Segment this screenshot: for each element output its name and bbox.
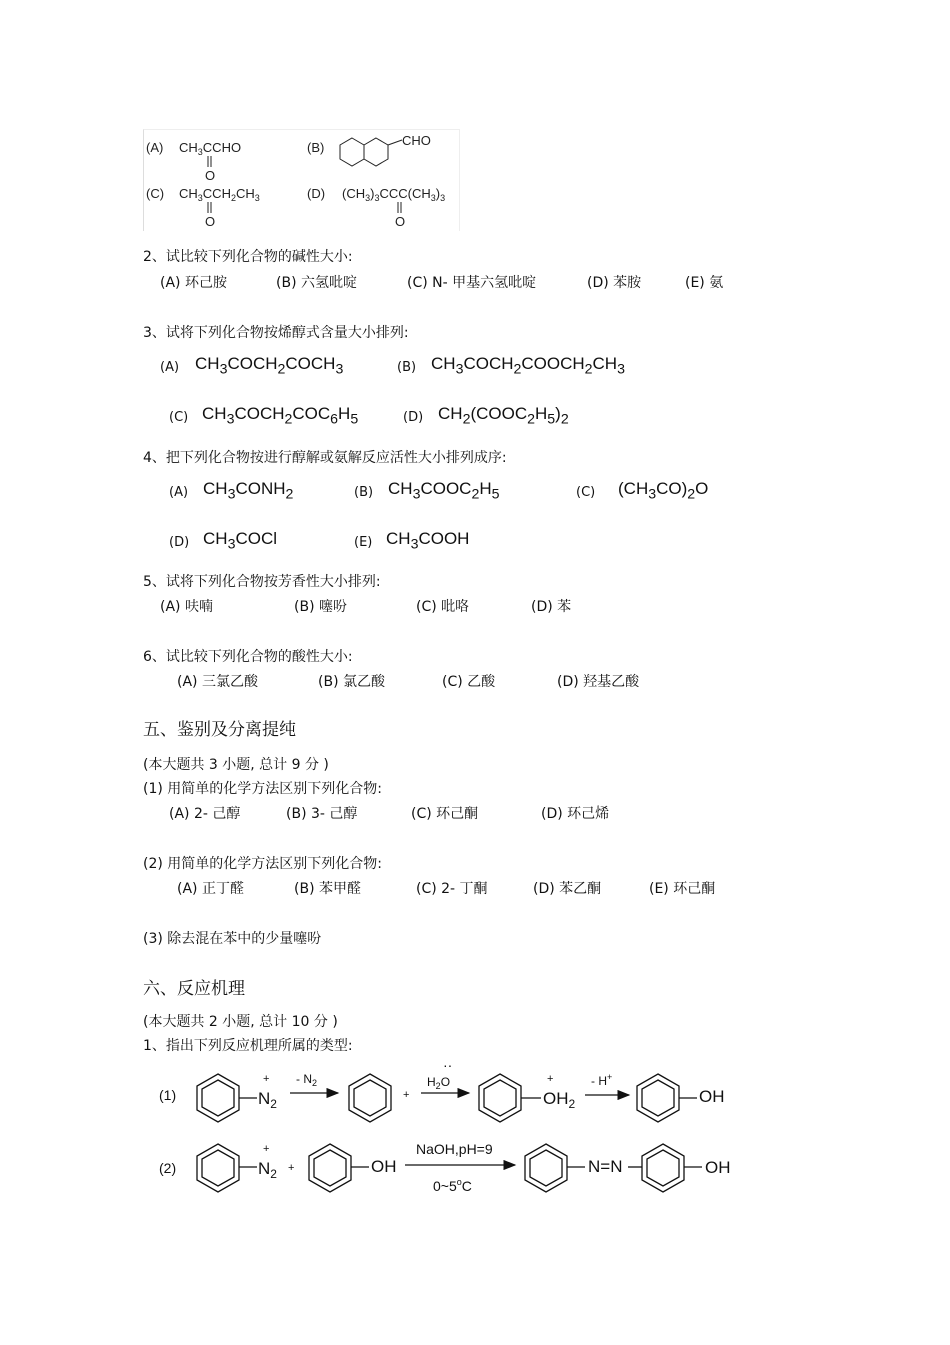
r1-oh2: $OH_2$: [543, 1089, 576, 1111]
q3-label-c: (C): [169, 410, 189, 425]
q4-label-a: (A): [169, 485, 189, 500]
q5-option-d: (D) 苯: [531, 599, 572, 615]
q4-label-e: (E): [354, 535, 373, 550]
q6-option-d: (D) 羟基乙酸: [557, 674, 640, 690]
q1-c-oxygen: O: [205, 214, 216, 229]
q6-option-b: (B) 氯乙酸: [318, 674, 385, 690]
benzene-ring-icon: [637, 1074, 679, 1122]
r1-water: $H_2O$: [427, 1075, 451, 1091]
q1-b-group: CHO: [402, 133, 431, 148]
water-lone-pair-icon: ··: [443, 1060, 453, 1073]
r2-azo: N=N: [588, 1157, 623, 1176]
q4-formula-c: $(CH_3CO)_2O$: [618, 479, 709, 503]
phenol-ring-icon: [642, 1144, 684, 1192]
r2-phenol-oh: OH: [371, 1157, 397, 1176]
q3-label-a: (A): [160, 360, 180, 375]
section5-note: (本大题共 3 小题, 总计 9 分 ): [143, 757, 329, 773]
r2-product-oh: OH: [705, 1158, 731, 1177]
reaction-schemes: [0, 1060, 950, 1200]
q4-label-b: (B): [354, 485, 374, 500]
q4-formula-b: $CH_3COOC_2H_5$: [388, 479, 500, 503]
q4-formula-d: $CH_3COCl$: [203, 529, 277, 553]
q3-formula-c: $CH_3COCH_2COC_6H_5$: [202, 404, 359, 428]
q3-formula-a: $CH_3COCH_2COCH_3$: [195, 354, 344, 378]
q3-title: 3、试将下列化合物按烯醇式含量大小排列:: [143, 325, 409, 341]
q5-option-b: (B) 噻吩: [294, 599, 347, 615]
q4-label-c: (C): [576, 485, 596, 500]
section5-heading: 五、鉴别及分离提纯: [143, 720, 296, 740]
r1-plus: +: [403, 1089, 410, 1101]
reaction2-label: (2): [159, 1160, 177, 1176]
section5-p3: (3) 除去混在苯中的少量噻吩: [143, 931, 322, 947]
s5-p1-option-a: (A) 2- 己醇: [169, 806, 241, 822]
s5-p2-option-d: (D) 苯乙酮: [533, 881, 602, 897]
q1-image: [143, 129, 460, 231]
q2-title: 2、试比较下列化合物的碱性大小:: [143, 249, 353, 265]
naphthalene-icon: [340, 138, 402, 166]
q6-title: 6、试比较下列化合物的酸性大小:: [143, 649, 353, 665]
q2-option-b: (B) 六氢吡啶: [276, 275, 357, 291]
q1-c-formula: $CH_3CCH_2CH_3$: [179, 186, 260, 203]
s5-p1-option-d: (D) 环己烯: [541, 806, 610, 822]
q1-b-label: (B): [307, 140, 325, 155]
section5-p1: (1) 用简单的化学方法区别下列化合物:: [143, 781, 382, 797]
s5-p2-option-a: (A) 正丁醛: [177, 881, 244, 897]
q5-title: 5、试将下列化合物按芳香性大小排列:: [143, 574, 381, 590]
q3-label-d: (D): [403, 410, 424, 425]
q1-d-formula: $(CH_3)_3CCC(CH_3)_3$: [342, 186, 446, 203]
r2-n2: $N_2$: [258, 1159, 277, 1181]
q6-option-c: (C) 乙酸: [442, 674, 496, 690]
s5-p2-option-b: (B) 苯甲醛: [294, 881, 361, 897]
q5-option-c: (C) 吡咯: [416, 599, 470, 615]
benzene-ring-icon: [479, 1074, 521, 1122]
benzene-ring-icon: [197, 1074, 239, 1122]
section6-heading: 六、反应机理: [143, 979, 245, 999]
r2-n2-charge: +: [263, 1143, 270, 1155]
section6-note: (本大题共 2 小题, 总计 10 分 ): [143, 1014, 338, 1030]
q1-structures: [144, 130, 459, 231]
q2-option-d: (D) 苯胺: [587, 275, 642, 291]
benzene-ring-icon: [197, 1144, 239, 1192]
q5-option-a: (A) 呋喃: [160, 599, 213, 615]
r1-oh2-charge: +: [547, 1073, 554, 1085]
q4-title: 4、把下列化合物按进行醇解或氨解反应活性大小排列成序:: [143, 450, 507, 466]
s5-p2-option-c: (C) 2- 丁酮: [416, 881, 488, 897]
benzene-ring-icon: [349, 1074, 391, 1122]
r1-product-oh: OH: [699, 1087, 725, 1106]
q2-option-e: (E) 氨: [685, 275, 724, 291]
q4-label-d: (D): [169, 535, 190, 550]
q4-formula-e: $CH_3COOH$: [386, 529, 470, 553]
benzene-ring-icon: [525, 1144, 567, 1192]
q4-formula-a: $CH_3CONH_2$: [203, 479, 294, 503]
q3-label-b: (B): [397, 360, 417, 375]
q3-formula-d: $CH_2(COOC_2H_5)_2$: [438, 404, 569, 428]
s5-p1-option-b: (B) 3- 己醇: [286, 806, 358, 822]
q6-option-a: (A) 三氯乙酸: [177, 674, 258, 690]
r1-loss-n2: - $N_2$: [296, 1072, 318, 1088]
q2-option-c: (C) N- 甲基六氢吡啶: [407, 275, 537, 291]
s5-p2-option-e: (E) 环己酮: [649, 881, 716, 897]
section5-p2: (2) 用简单的化学方法区别下列化合物:: [143, 856, 382, 872]
q1-a-oxygen: O: [205, 168, 216, 183]
q2-option-a: (A) 环己胺: [160, 275, 227, 291]
r1-n2: $N_2$: [258, 1089, 277, 1111]
s5-p1-option-c: (C) 环己酮: [411, 806, 479, 822]
r2-condition-bottom: 0~5$^o$C: [433, 1177, 472, 1194]
q1-d-oxygen: O: [395, 214, 406, 229]
q1-d-label: (D): [307, 186, 326, 201]
r2-condition-top: NaOH,pH=9: [416, 1141, 493, 1157]
reaction1-label: (1): [159, 1087, 177, 1103]
section6-q1: 1、指出下列反应机理所属的类型:: [143, 1038, 353, 1054]
q1-a-formula: $CH_3CCHO$: [179, 140, 242, 157]
r1-loss-h: - H+: [591, 1072, 613, 1088]
r2-plus: +: [288, 1162, 295, 1174]
q1-c-label: (C): [146, 186, 165, 201]
r1-n2-charge: +: [263, 1073, 270, 1085]
phenol-ring-icon: [309, 1144, 351, 1192]
q3-formula-b: $CH_3COCH_2COOCH_2CH_3$: [431, 354, 625, 378]
q1-a-label: (A): [146, 140, 164, 155]
